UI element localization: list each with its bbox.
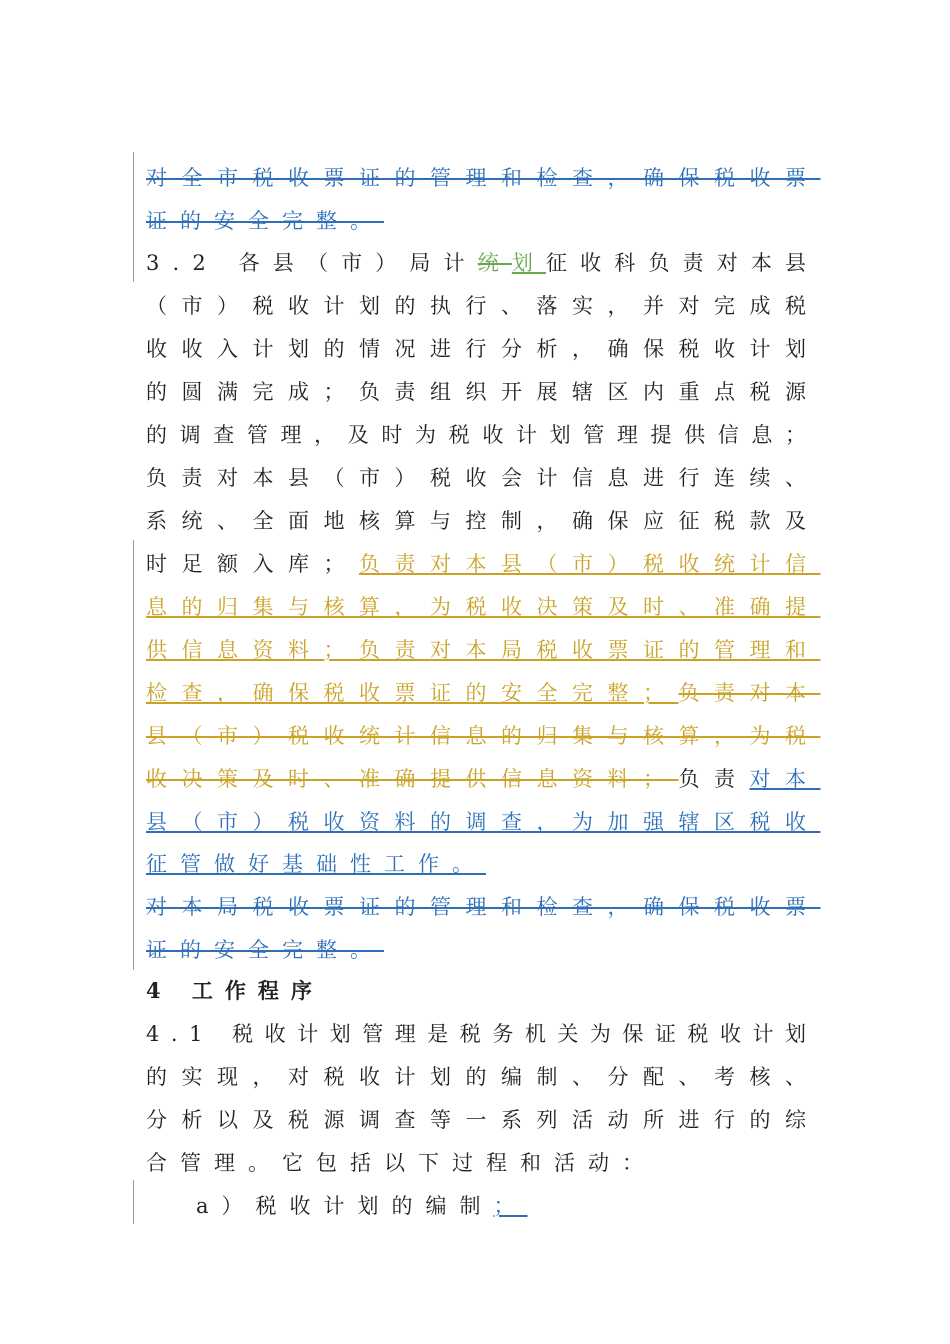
text-line (146, 591, 821, 623)
tracked-del-green: 统 (477, 251, 512, 275)
tracked-ins-gold: 负责对本县（市）税收统计信 (359, 552, 821, 576)
tracked-del-gold: 县（市）税收统计信息的归集与核算，为税 (146, 724, 821, 748)
tracked-del-blue: 证的安全完整。 (146, 209, 384, 233)
text-line (146, 1018, 818, 1050)
text-run: 的实现，对税收计划的编制、分配、考核、 (146, 1065, 821, 1089)
tracked-del-blue: 证的安全完整。 (146, 938, 384, 962)
tracked-ins-blue: 县（市）税收资料的调查，为加强辖区税收 (146, 810, 821, 834)
text-line (146, 376, 821, 408)
text-line (146, 1061, 821, 1093)
text-run: 4.1 税收计划管理是税务机关为保证税收计划 (146, 1022, 818, 1046)
text-line (146, 333, 821, 365)
text-run: 收收入计划的情况进行分析，确保税收计划 (146, 337, 821, 361)
tracked-del-gold: 负责对本 (678, 681, 821, 705)
text-line (146, 677, 821, 709)
tracked-del-blue: 对全市税收票证的管理和检查，确保税收票 (146, 166, 821, 190)
change-bar (133, 540, 134, 970)
text-line (146, 462, 821, 494)
tracked-ins-blue: ； (493, 1194, 528, 1218)
text-line (146, 290, 821, 322)
text-run: 系统、全面地核算与控制，确保应征税款及 (146, 509, 821, 533)
tracked-heading: 4 工作程序 (146, 978, 324, 1003)
text-line (146, 848, 486, 880)
text-line (146, 806, 821, 838)
text-run: 3.2 各县（市）局计 (146, 251, 478, 275)
text-line (146, 505, 821, 537)
text-run: a）税收计划的编制 (196, 1194, 494, 1218)
text-run: 的调查管理，及时为税收计划管理提供信息； (146, 423, 819, 447)
text-line (146, 1147, 656, 1179)
change-bar (133, 1180, 134, 1224)
tracked-ins-green: 划 (511, 251, 546, 275)
text-run: 征收科负责对本县 (546, 251, 820, 275)
tracked-ins-blue: 对本 (749, 767, 821, 791)
text-line (146, 419, 819, 451)
tracked-ins-gold: 供信息资料；负责对本局税收票证的管理和 (146, 638, 821, 662)
text-run: 时足额入库； (146, 552, 359, 576)
text-line (196, 1190, 528, 1222)
text-line (146, 891, 821, 923)
tracked-ins-gold: 检查，确保税收票证的安全完整； (146, 681, 679, 705)
text-line (146, 720, 821, 752)
text-line (146, 247, 819, 279)
text-line (146, 548, 821, 580)
text-run: 的圆满完成；负责组织开展辖区内重点税源 (146, 380, 821, 404)
tracked-ins-gold: 息的归集与核算，为税收决策及时、准确提 (146, 595, 821, 619)
text-line (146, 205, 384, 237)
text-run: （市）税收计划的执行、落实，并对完成税 (146, 294, 821, 318)
text-line (146, 763, 821, 795)
text-line (146, 162, 821, 194)
change-bar (133, 152, 134, 282)
text-run: 分析以及税源调查等一系列活动所进行的综 (146, 1108, 821, 1132)
tracked-ins-blue: 征管做好基础性工作。 (146, 852, 486, 876)
text-line (146, 1104, 821, 1136)
text-run: 负责对本县（市）税收会计信息进行连续、 (146, 466, 821, 490)
text-line (146, 634, 821, 666)
text-run: 负责 (678, 767, 750, 791)
text-run: 合管理。它包括以下过程和活动： (146, 1151, 656, 1175)
tracked-del-blue: 对本局税收票证的管理和检查，确保税收票 (146, 895, 821, 919)
tracked-del-gold: 收决策及时、准确提供信息资料； (146, 767, 679, 791)
text-line (146, 934, 384, 966)
text-line (146, 975, 324, 1007)
